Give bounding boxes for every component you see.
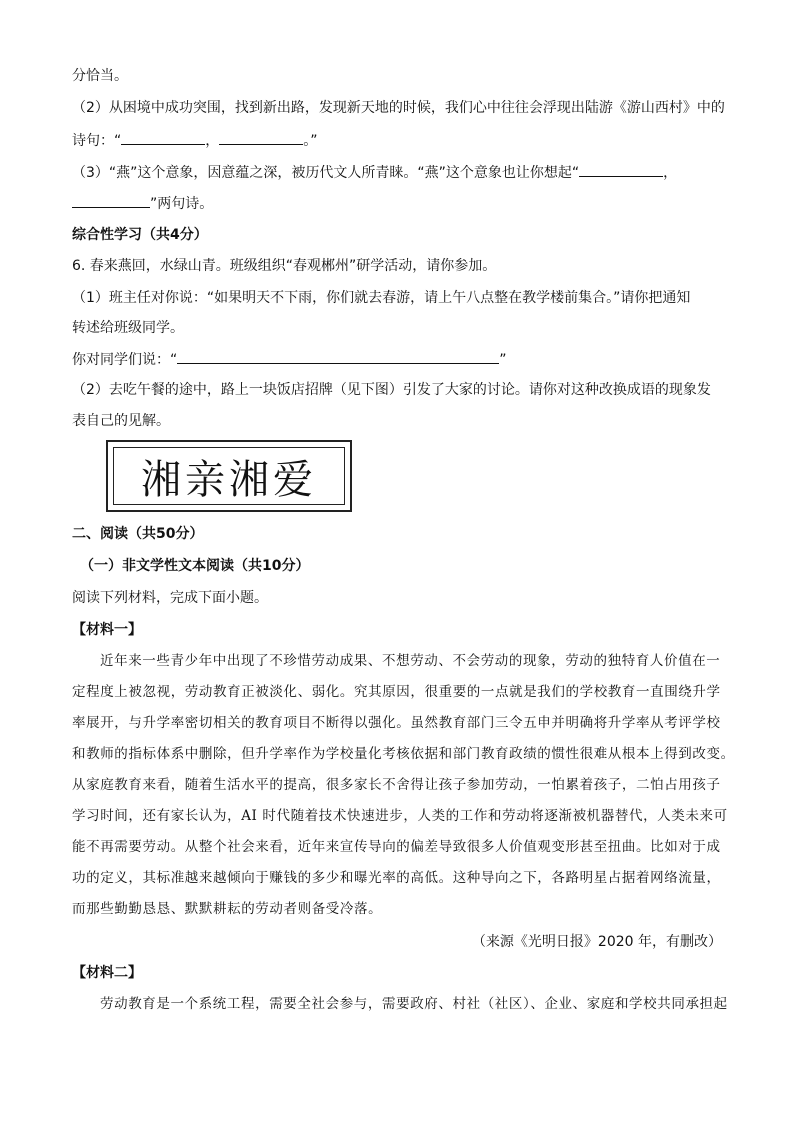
instruction: 阅读下列材料，完成下面小题。 — [72, 590, 268, 606]
material-2-title: 【材料二】 — [72, 965, 142, 981]
text-span: ， — [205, 133, 220, 149]
text-line: 转述给班级同学。 — [72, 320, 184, 336]
text-span: 。” — [303, 133, 318, 149]
question-6-2: （2）去吃午餐的途中，路上一块饭店招牌（见下图）引发了大家的讨论。请你对这种改换成语的现象发 — [72, 382, 711, 398]
material-1-title: 【材料一】 — [72, 622, 142, 638]
subsection-heading: （一）非文学性文本阅读（共10分） — [80, 558, 310, 574]
material-1-line: 而那些勤勤恳恳、默默耕耘的劳动者则备受冷落。 — [72, 901, 383, 917]
text-span: ” — [499, 352, 507, 368]
material-1-line: 定程度上被忽视，劳动教育正被淡化、弱化。究其原因，很重要的一点就是我们的学校教育一直围绕升学 — [72, 684, 721, 700]
sign-text: 湘亲湘爱 — [141, 456, 317, 503]
material-1-line: 和教师的指标体系中删除，但升学率作为学校量化考核依据和部门教育政绩的惯性很难从根本上得到改变。 — [72, 746, 735, 762]
material-1-line: 近年来一些青少年中出现了不珍惜劳动成果、不想劳动、不会劳动的现象，劳动的独特育人价值在一 — [100, 653, 721, 669]
material-2-line: 劳动教育是一个系统工程，需要全社会参与，需要政府、村社（社区）、企业、家庭和学校共同承担起 — [100, 996, 728, 1012]
material-1-line: 学习时间，还有家长认为，AI 时代随着技术快速进步，人类的工作和劳动将逐渐被机器替代，人类未来可 — [72, 808, 728, 824]
poem-blank-line-2 — [72, 193, 213, 214]
material-1-line: 功的定义，其标准越来越倾向于赚钱的多少和曝光率的高低。这种导向之下，各路明星占据着网络流量， — [72, 870, 721, 886]
question-6-1: （1）班主任对你说：“如果明天不下雨，你们就去春游，请上午八点整在教学楼前集合。”请你把通知 — [72, 290, 691, 306]
answer-blank — [121, 130, 205, 145]
section-heading-zonghe: 综合性学习（共4分） — [72, 227, 208, 243]
text-line: 分恰当。 — [72, 68, 128, 84]
source-citation: （来源《光明日报》2020 年，有删改） — [471, 934, 722, 950]
text-span: （3）“燕”这个意象，因意蕴之深，被历代文人所青睐。“燕”这个意象也让你想起“ — [72, 165, 580, 181]
restaurant-sign-image — [106, 440, 352, 512]
question-6: 6. 春来燕回，水绿山青。班级组织“春观郴州”研学活动，请你参加。 — [72, 258, 497, 274]
text-span: ”两句诗。 — [150, 196, 214, 212]
sign-inner-frame — [113, 447, 345, 505]
poem-blank-line — [72, 130, 318, 151]
answer-blank — [177, 349, 499, 364]
answer-line — [72, 349, 507, 370]
material-1-line: 能不再需要劳动。从整个社会来看，近年来宣传导向的偏差导致很多人价值观变形甚至扭曲。比如对于成 — [72, 839, 721, 855]
material-1-line: 从家庭教育来看，随着生活水平的提高，很多家长不舍得让孩子参加劳动，一怕累着孩子，二怕占用孩子 — [72, 777, 721, 793]
answer-blank — [579, 162, 663, 177]
text-line: 表自己的见解。 — [72, 413, 170, 429]
question-3-2: （2）从困境中成功突围，找到新出路，发现新天地的时候，我们心中往往会浮现出陆游《游山西村》中的 — [72, 100, 725, 116]
answer-blank — [219, 130, 303, 145]
question-3-3 — [72, 162, 677, 183]
section-heading-yuedu: 二、阅读（共50分） — [72, 526, 204, 542]
text-span: 诗句：“ — [72, 133, 122, 149]
text-span: ， — [663, 165, 678, 181]
text-span: 你对同学们说：“ — [72, 352, 178, 368]
material-1-line: 率展开，与升学率密切相关的教育项目不断得以强化。虽然教育部门三令五申并明确将升学率从考评学校 — [72, 715, 721, 731]
answer-blank — [72, 193, 150, 208]
